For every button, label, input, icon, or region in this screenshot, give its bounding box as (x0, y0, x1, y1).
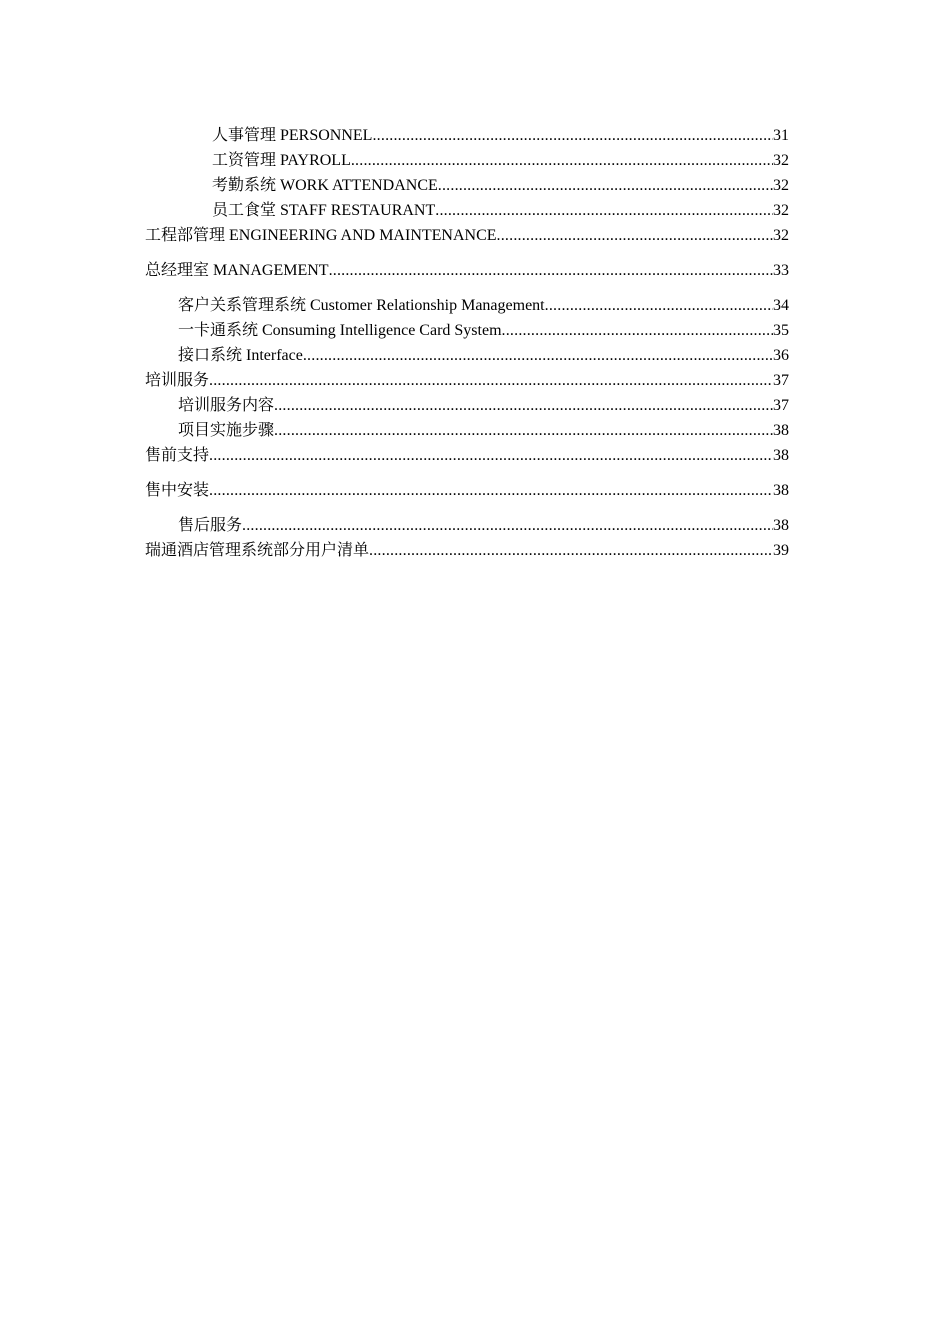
toc-dot-leader (351, 149, 773, 173)
toc-dot-leader (545, 294, 773, 318)
toc-dot-leader (274, 394, 773, 418)
toc-page-number: 38 (773, 447, 789, 464)
toc-entry-title: 接口系统 Interface (178, 347, 303, 364)
toc-dot-leader (372, 124, 773, 148)
toc-entry-interface[interactable] (178, 344, 789, 368)
toc-page-number: 37 (773, 397, 789, 414)
toc-entry-implementation-steps[interactable] (178, 419, 789, 443)
toc-dot-leader (209, 479, 773, 503)
toc-entry-title: 员工食堂 STAFF RESTAURANT (212, 202, 436, 219)
toc-page-number: 32 (773, 202, 789, 219)
toc-page-number: 38 (773, 517, 789, 534)
toc-page-number: 31 (773, 127, 789, 144)
toc-entry-personnel[interactable] (212, 124, 789, 148)
toc-entry-management[interactable] (145, 259, 789, 283)
toc-entry-title: 客户关系管理系统 Customer Relationship Management (178, 297, 545, 314)
toc-page-number: 33 (773, 262, 789, 279)
toc-dot-leader (435, 199, 773, 223)
toc-entry-presales[interactable] (145, 444, 789, 468)
toc-entry-aftersales[interactable] (178, 514, 789, 538)
toc-page-number: 38 (773, 422, 789, 439)
toc-entry-title: 一卡通系统 Consuming Intelligence Card System (178, 322, 502, 339)
toc-page-number: 32 (773, 177, 789, 194)
toc-entry-crm[interactable] (178, 294, 789, 318)
toc-entry-work-attendance[interactable] (212, 174, 789, 198)
toc-entry-title: 工程部管理 ENGINEERING AND MAINTENANCE (145, 227, 497, 244)
toc-entry-installation[interactable] (145, 479, 789, 503)
toc-entry-title: 项目实施步骤 (178, 422, 275, 439)
toc-entry-card-system[interactable] (178, 319, 789, 343)
toc-dot-leader (303, 344, 773, 368)
toc-entry-staff-restaurant[interactable] (212, 199, 789, 223)
toc-entry-title: 总经理室 MANAGEMENT (145, 262, 329, 279)
toc-dot-leader (329, 259, 773, 283)
toc-entry-engineering[interactable] (145, 224, 789, 248)
toc-entry-training-content[interactable] (178, 394, 789, 418)
toc-dot-leader (497, 224, 773, 248)
toc-entry-user-list[interactable] (145, 539, 789, 563)
toc-page-number: 38 (773, 482, 789, 499)
toc-entry-title: 人事管理 PERSONNEL (212, 127, 373, 144)
toc-entry-title: 瑞通酒店管理系统部分用户清单 (145, 542, 370, 559)
toc-page-number: 39 (773, 542, 789, 559)
toc-entry-title: 售前支持 (145, 447, 210, 464)
toc-entry-payroll[interactable] (212, 149, 789, 173)
toc-page-number: 37 (773, 372, 789, 389)
toc-dot-leader (369, 539, 773, 563)
toc-dot-leader (209, 369, 773, 393)
toc-entry-training[interactable] (145, 369, 789, 393)
toc-entry-title: 培训服务 (145, 372, 210, 389)
toc-page-number: 34 (773, 297, 789, 314)
toc-page-number: 36 (773, 347, 789, 364)
toc-dot-leader (209, 444, 773, 468)
toc-entry-title: 售后服务 (178, 517, 243, 534)
toc-entry-title: 考勤系统 WORK ATTENDANCE (212, 177, 438, 194)
toc-dot-leader (502, 319, 773, 343)
toc-page-number: 35 (773, 322, 789, 339)
toc-dot-leader (242, 514, 773, 538)
toc-entry-title: 工资管理 PAYROLL (212, 152, 351, 169)
toc-dot-leader (274, 419, 773, 443)
toc-entry-title: 培训服务内容 (178, 397, 275, 414)
toc-page-number: 32 (773, 227, 789, 244)
toc-entry-title: 售中安装 (145, 482, 210, 499)
toc-page-number: 32 (773, 152, 789, 169)
toc-dot-leader (438, 174, 773, 198)
